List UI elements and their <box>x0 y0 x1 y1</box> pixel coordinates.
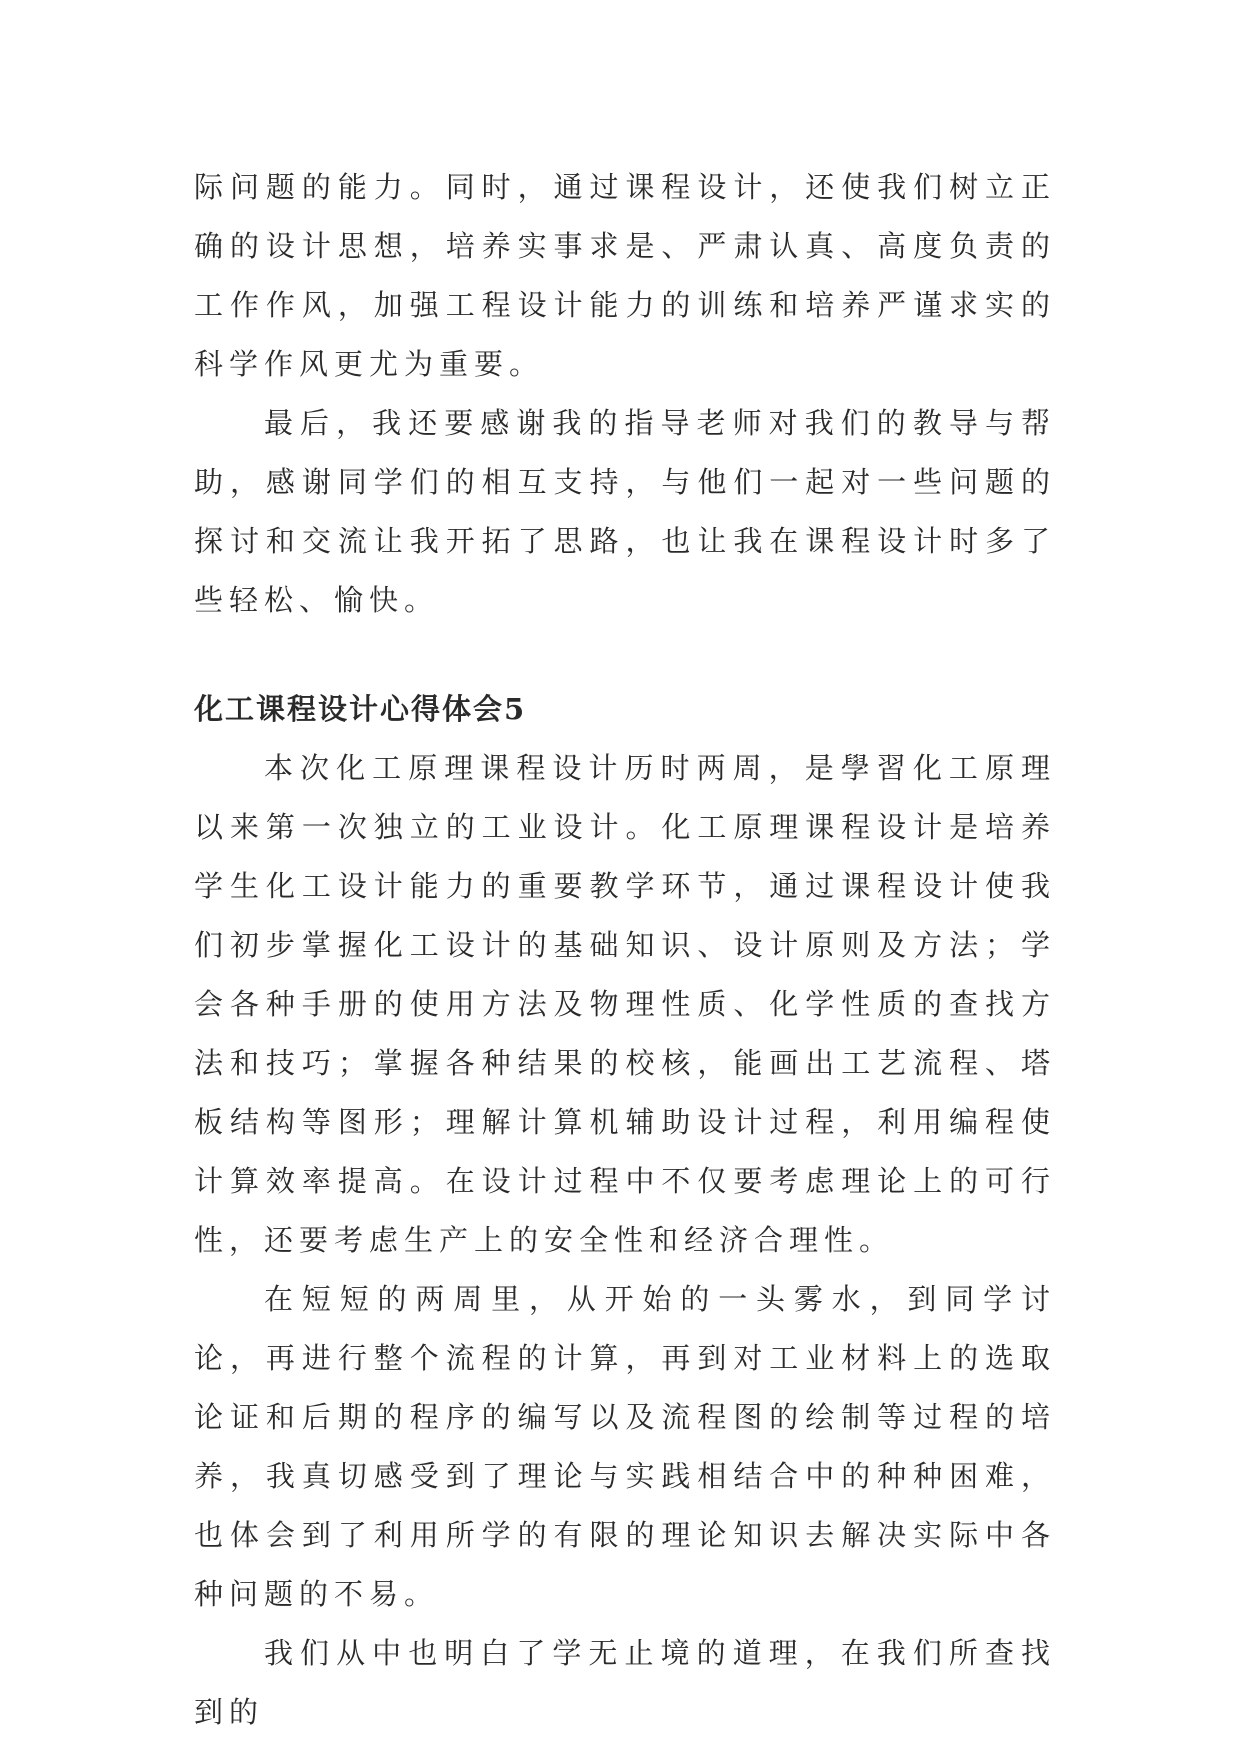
paragraph-experience: 在短短的两周里，从开始的一头雾水，到同学讨论，再进行整个流程的计算，再到对工业材料上的选取论证和后期的程序的编写以及流程图的绘制等过程的培养，我真切感受到了理论与实践相结合中的种种困难，也体会到了利用所学的有限的理论知识去解决实际中各种问题的不易。 <box>194 1282 1056 1611</box>
paragraph-acknowledgement: 最后，我还要感谢我的指导老师对我们的教导与帮助，感谢同学们的相互支持，与他们一起对一些问题的探讨和交流让我开拓了思路，也让我在课程设计时多了些轻松、愉快。 <box>194 406 1056 617</box>
section-title: 化工课程设计心得体会5 <box>194 692 527 726</box>
paragraph-lesson: 我们从中也明白了学无止境的道理，在我们所查找到的 <box>194 1636 1056 1729</box>
paragraph-intro: 本次化工原理课程设计历时两周，是學習化工原理以来第一次独立的工业设计。化工原理课程设计是培养学生化工设计能力的重要教学环节，通过课程设计使我们初步掌握化工设计的基础知识、设计原则及方法；学会各种手册的使用方法及物理性质、化学性质的查找方法和技巧；掌握各种结果的校核，能画出工艺流程、塔板结构等图形；理解计算机辅助设计过程，利用编程使计算效率提高。在设计过程中不仅要考虑理论上的可行性，还要考虑生产上的安全性和经济合理性。 <box>194 751 1056 1257</box>
document-body <box>194 158 1056 1742</box>
paragraph-continuation: 际问题的能力。同时，通过课程设计，还使我们树立正确的设计思想，培养实事求是、严肃认真、高度负责的工作作风，加强工程设计能力的训练和培养严谨求实的科学作风更尤为重要。 <box>194 170 1056 381</box>
